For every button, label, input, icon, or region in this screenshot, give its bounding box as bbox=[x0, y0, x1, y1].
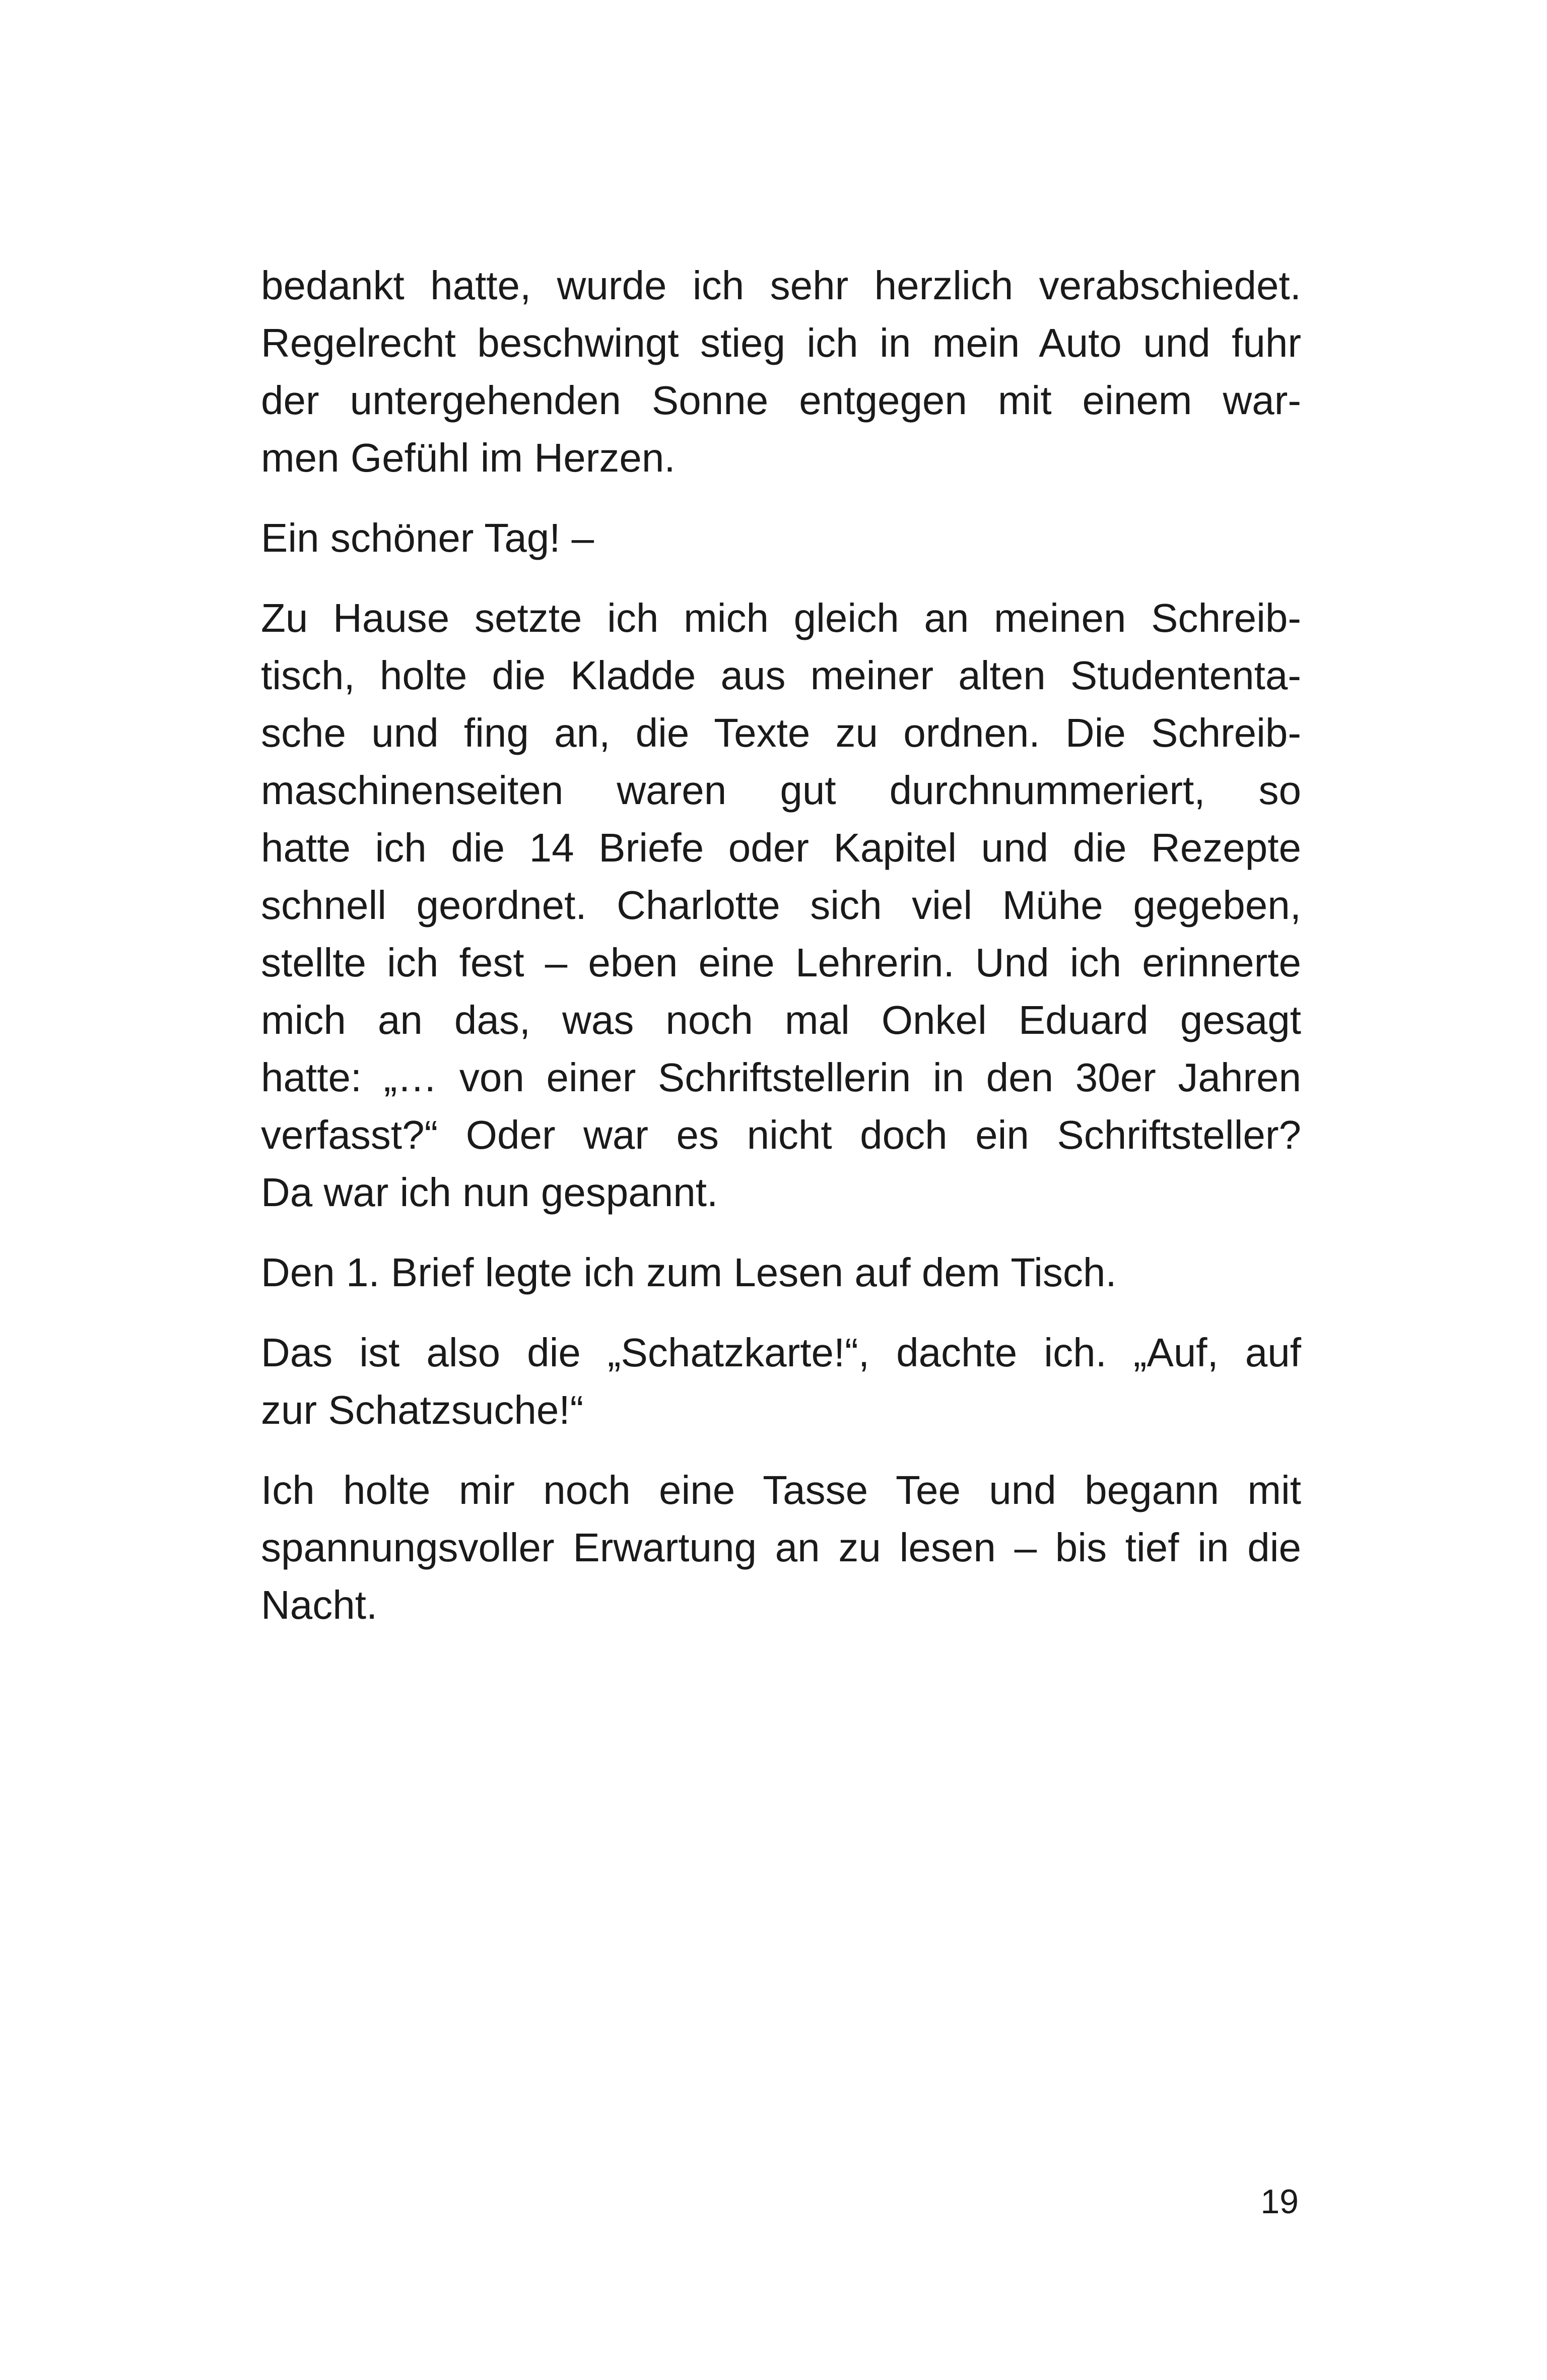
paragraph-2 bbox=[261, 509, 1301, 567]
text-line: hatte: „… von einer Schriftstellerin in den 30er Jahren bbox=[261, 1055, 1301, 1100]
page-number: 19 bbox=[1260, 2183, 1299, 2221]
text-line: schnell geordnet. Charlotte sich viel Mühe gegeben, bbox=[261, 883, 1301, 928]
text-line: mich an das, was noch mal Onkel Eduard gesagt bbox=[261, 998, 1301, 1042]
text-line: sche und fing an, die Texte zu ordnen. Die Schreib- bbox=[261, 710, 1301, 755]
text-line: Da war ich nun gespannt. bbox=[261, 1170, 718, 1215]
paragraph-1 bbox=[261, 257, 1301, 487]
text-line: hatte ich die 14 Briefe oder Kapitel und die Rezepte bbox=[261, 825, 1301, 870]
body-text bbox=[261, 257, 1301, 1657]
paragraph-3 bbox=[261, 589, 1301, 1221]
paragraph-4 bbox=[261, 1244, 1301, 1301]
text-line: bedankt hatte, wurde ich sehr herzlich verabschiedet. bbox=[261, 263, 1301, 308]
text-line: spannungsvoller Erwartung an zu lesen – bis tief in die bbox=[261, 1525, 1301, 1570]
paragraph-6 bbox=[261, 1462, 1301, 1634]
text-line: maschinenseiten waren gut durchnummeriert, so bbox=[261, 768, 1301, 813]
paragraph-5 bbox=[261, 1324, 1301, 1439]
text-line: tisch, holte die Kladde aus meiner alten Studententa- bbox=[261, 653, 1301, 698]
text-line: Zu Hause setzte ich mich gleich an meinen Schreib- bbox=[261, 596, 1301, 640]
text-line: Regelrecht beschwingt stieg ich in mein Auto und fuhr bbox=[261, 320, 1301, 365]
text-line: men Gefühl im Herzen. bbox=[261, 435, 676, 480]
text-line: zur Schatzsuche!“ bbox=[261, 1387, 584, 1432]
text-line: Ich holte mir noch eine Tasse Tee und begann mit bbox=[261, 1468, 1301, 1512]
text-line: der untergehenden Sonne entgegen mit einem war- bbox=[261, 378, 1301, 423]
text-line: Nacht. bbox=[261, 1582, 378, 1627]
text-line: Den 1. Brief legte ich zum Lesen auf dem Tisch. bbox=[261, 1250, 1117, 1295]
text-line: stellte ich fest – eben eine Lehrerin. Und ich erinnerte bbox=[261, 940, 1301, 985]
text-line: Ein schöner Tag! – bbox=[261, 515, 594, 560]
text-line: verfasst?“ Oder war es nicht doch ein Schriftsteller? bbox=[261, 1112, 1301, 1157]
text-line: Das ist also die „Schatzkarte!“, dachte ich. „Auf, auf bbox=[261, 1330, 1301, 1375]
